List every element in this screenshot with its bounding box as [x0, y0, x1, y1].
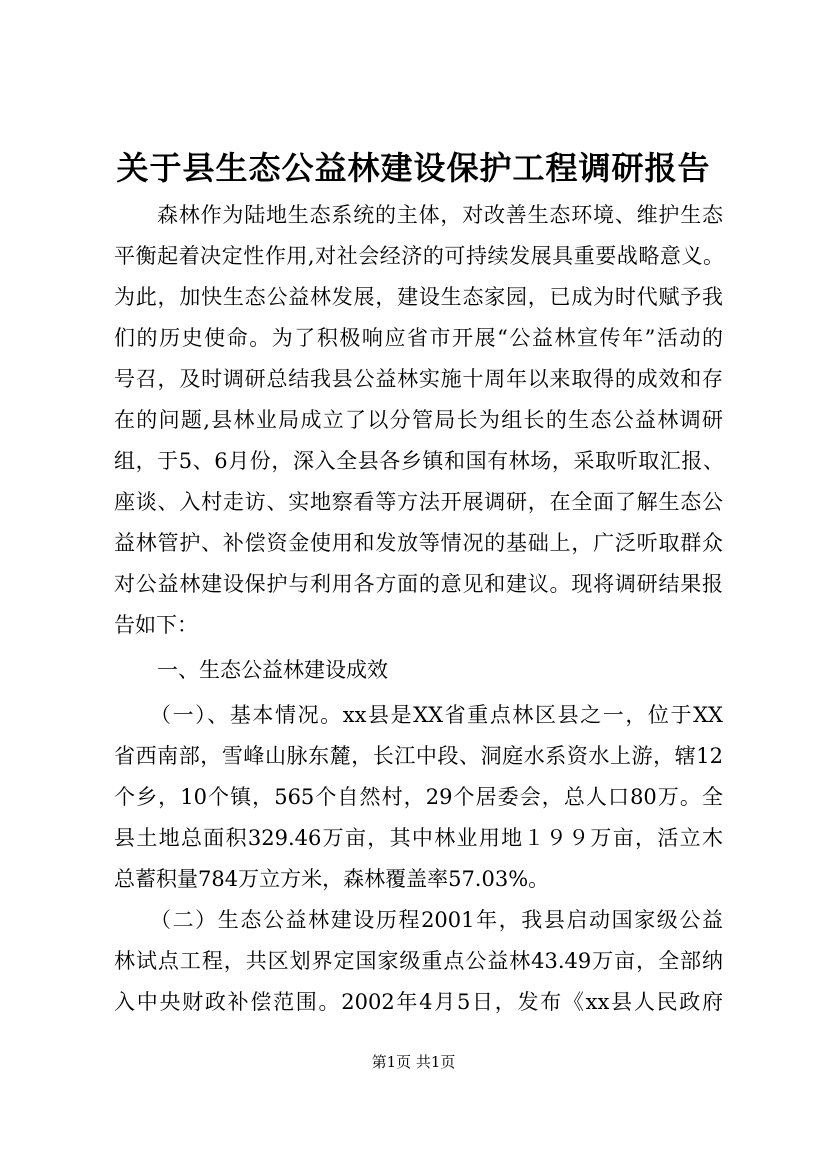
paragraph-line: 个乡，10个镇，565个自然村，29个居委会，总人口80万。全: [114, 785, 723, 809]
paragraph-line: 们的历史使命。为了积极响应省市开展“公益林宣传年”活动的: [114, 326, 723, 350]
page-footer: 第1页 共1页: [371, 1053, 456, 1071]
paragraph-line: 总蓄积量784万立方米，森林覆盖率57.03%。: [114, 867, 550, 891]
paragraph-line: 林试点工程，共区划界定国家级重点公益林43.49万亩，全部纳: [114, 949, 723, 973]
paragraph-line: 益林管护、补偿资金使用和发放等情况的基础上，广泛听取群众: [114, 531, 723, 555]
paragraph-line: 县土地总面积329.46万亩，其中林业用地１９９万亩，活立木: [114, 826, 723, 850]
paragraph-line: 省西南部，雪峰山脉东麓，长江中段、洞庭水系资水上游，辖12: [114, 744, 723, 768]
section-heading: 一、生态公益林建设成效: [157, 658, 388, 682]
paragraph-line: 组，于5、6月份，深入全县各乡镇和国有林场，采取听取汇报、: [114, 449, 724, 473]
paragraph-line: 为此，加快生态公益林发展，建设生态家园，已成为时代赋予我: [114, 285, 723, 309]
paragraph-line: 告如下：: [114, 613, 198, 637]
paragraph-line: 座谈、入村走访、实地察看等方法开展调研，在全面了解生态公: [114, 490, 723, 514]
paragraph-line: 平衡起着决定性作用,对社会经济的可持续发展具重要战略意义。: [114, 244, 724, 268]
paragraph-line: （一）、基本情况。xx县是XX省重点林区县之一，位于XX: [150, 703, 723, 727]
paragraph-line: （二）生态公益林建设历程2001年，我县启动国家级公益: [150, 908, 723, 932]
paragraph-line: 号召，及时调研总结我县公益林实施十周年以来取得的成效和存: [114, 367, 723, 391]
document-title: 关于县生态公益林建设保护工程调研报告: [116, 149, 711, 187]
paragraph-line: 在的问题,县林业局成立了以分管局长为组长的生态公益林调研: [114, 408, 723, 432]
paragraph-line: 入中央财政补偿范围。2002年4月5日，发布《xx县人民政府: [114, 990, 723, 1014]
paragraph-line: 对公益林建设保护与利用各方面的意见和建议。现将调研结果报: [114, 572, 723, 596]
paragraph-line: 森林作为陆地生态系统的主体，对改善生态环境、维护生态: [157, 203, 723, 227]
